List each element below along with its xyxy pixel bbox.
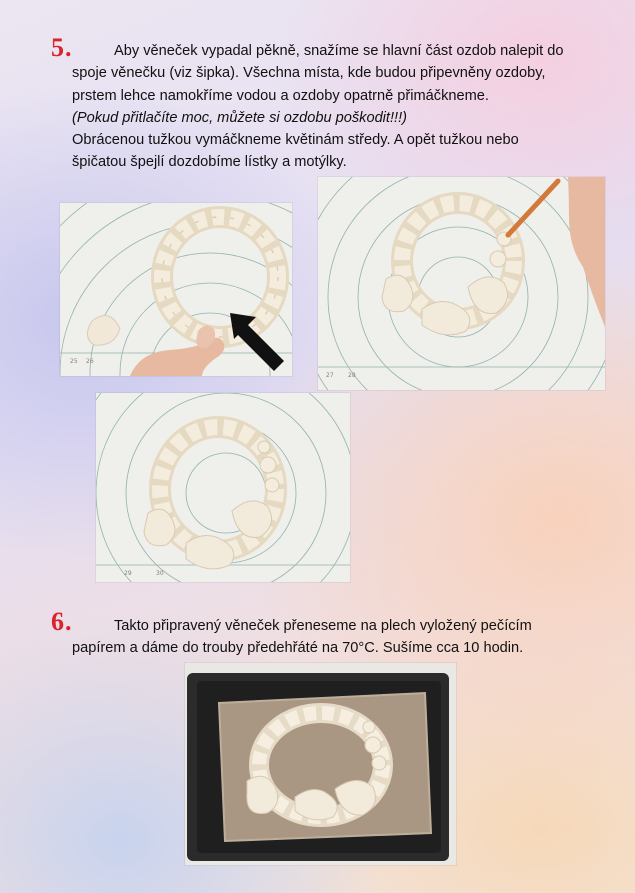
step-5-line-3: prstem lehce namokříme vodou a ozdoby opatrně přimáčkneme. (72, 87, 489, 104)
photo-wreath-pencil-image (318, 177, 605, 390)
step-6-text (72, 615, 532, 660)
photo-wreath-decorated (96, 393, 350, 582)
step-5-line-6: špičatou špejlí dozdobíme lístky a motýlky. (72, 154, 347, 171)
step-6-line-2: papírem a dáme do trouby předehřáté na 70°C. Sušíme cca 10 hodin. (72, 640, 524, 657)
photo-wreath-pencil (318, 177, 605, 390)
mat-tick-27: 27 (326, 372, 334, 379)
step-5-text (72, 40, 563, 174)
photo-wreath-on-tray-image (185, 663, 456, 865)
step-5-number: 5. (51, 33, 73, 62)
step-6-line-1: Takto připravený věneček přeneseme na plech vyložený pečícím (114, 618, 532, 634)
photo-wreath-joint-arrow-image (60, 203, 292, 376)
step-5-line-5: Obrácenou tužkou vymáčkneme květinám středy. A opět tužkou nebo (72, 132, 519, 149)
mat-tick-30: 30 (156, 570, 164, 577)
step-5-line-1: Aby věneček vypadal pěkně, snažíme se hlavní část ozdob nalepit do (114, 43, 564, 59)
step-5-line-2: spoje věnečku (viz šipka). Všechna místa, kde budou připevněny ozdoby, (72, 65, 546, 82)
mat-tick-25: 25 (70, 358, 78, 365)
photo-wreath-joint-arrow (60, 203, 292, 376)
step-5-warning: (Pokud přitlačíte moc, můžete si ozdobu poškodit!!!) (72, 109, 408, 126)
photo-wreath-decorated-image (96, 393, 350, 582)
photo-wreath-on-tray (185, 663, 456, 865)
mat-tick-29: 29 (124, 570, 132, 577)
mat-tick-28: 28 (348, 372, 356, 379)
step-6-number: 6. (51, 607, 73, 636)
mat-tick-26: 26 (86, 358, 94, 365)
